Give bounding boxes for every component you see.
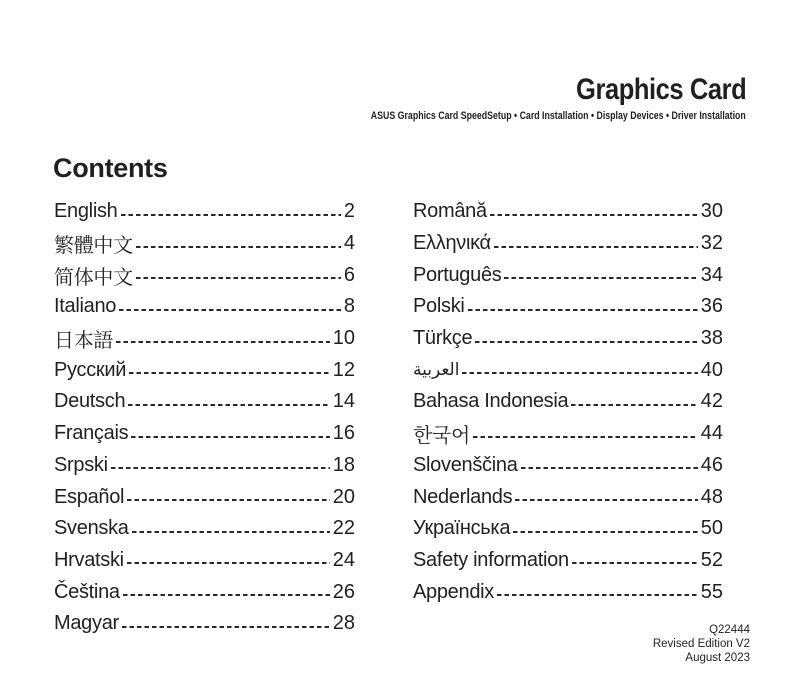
toc-entry-page: 50: [700, 517, 723, 540]
toc-entry-label: Appendix: [413, 580, 494, 603]
toc-leader: [515, 499, 697, 501]
toc-leader: [127, 562, 330, 564]
toc-entry-page: 6: [343, 263, 355, 286]
toc-entry-label: Slovenščina: [413, 453, 518, 476]
toc-entry: [54, 450, 355, 482]
toc-entry-page: 12: [332, 358, 355, 381]
contents-heading: Contents: [53, 153, 168, 183]
toc-entry-page: 10: [332, 327, 355, 350]
toc-entry-label: Nederlands: [413, 485, 513, 508]
toc-entry-page: 4: [343, 232, 355, 255]
toc-leader: [119, 309, 341, 311]
toc-entry-label: 简体中文: [54, 266, 133, 289]
toc-entry-page: 22: [332, 517, 355, 540]
toc-leader: [473, 436, 698, 438]
toc-entry: [54, 513, 355, 545]
toc-entry: [413, 450, 723, 482]
toc-entry: [54, 418, 355, 450]
toc-entry-label: Français: [54, 422, 129, 445]
document-subtitle: ASUS Graphics Card SpeedSetup • Card Installation • Display Devices • Driver Installation: [370, 110, 746, 122]
toc-entry: [54, 608, 355, 640]
part-number: Q22444: [709, 624, 750, 636]
toc-entry-page: 30: [700, 200, 723, 223]
toc-entry: [54, 386, 355, 418]
toc-entry-label: Română: [413, 200, 487, 223]
toc-entry-page: 52: [700, 548, 723, 571]
toc-leader: [494, 246, 698, 248]
toc-entry-page: 48: [700, 485, 723, 508]
toc-leader: [475, 341, 697, 343]
toc-entry: [54, 323, 355, 355]
toc-entry-label: Magyar: [54, 612, 119, 635]
toc-entry: [413, 576, 723, 608]
toc-leader: [122, 626, 330, 628]
page-header: [277, 74, 746, 123]
toc-entry-label: Русский: [54, 358, 127, 381]
toc-entry-page: 38: [700, 327, 723, 350]
toc-entry-label: English: [54, 200, 118, 223]
toc-entry: [413, 259, 723, 291]
toc-entry-label: Safety information: [413, 548, 569, 571]
toc-entry-label: Ελληνικά: [413, 232, 491, 255]
toc-entry-page: 34: [700, 263, 723, 286]
toc-entry-page: 24: [332, 548, 355, 571]
toc-entry: [54, 481, 355, 513]
toc-entry-page: 26: [332, 580, 355, 603]
toc-entry: [54, 545, 355, 577]
toc-entry: [413, 545, 723, 577]
toc-entry-page: 28: [332, 612, 355, 635]
toc-leader: [121, 214, 341, 216]
toc-entry: [54, 354, 355, 386]
toc-entry-page: 32: [700, 232, 723, 255]
toc-entry: [54, 576, 355, 608]
toc-entry-label: 한국어: [413, 425, 471, 448]
toc-entry-label: Srpski: [54, 453, 108, 476]
toc-entry-label: Svenska: [54, 517, 129, 540]
toc-entry-page: 2: [343, 200, 355, 223]
toc-entry-page: 8: [343, 295, 355, 318]
toc-entry-page: 36: [700, 295, 723, 318]
toc-entry: [413, 354, 723, 386]
toc-entry-label: Hrvatski: [54, 548, 124, 571]
toc-leader: [127, 499, 330, 501]
toc-entry: [54, 196, 355, 228]
toc-leader: [132, 531, 330, 533]
toc-leader: [571, 404, 697, 406]
toc-entry: [54, 291, 355, 323]
toc-entry-page: 16: [332, 422, 355, 445]
toc-leader: [136, 277, 341, 279]
toc-entry-page: 55: [700, 580, 723, 603]
toc-entry-label: Українська: [413, 517, 511, 540]
toc-entry-page: 42: [700, 390, 723, 413]
document-title: Graphics Card: [575, 73, 746, 106]
toc-entry-page: 44: [700, 422, 723, 445]
toc-entry: [413, 386, 723, 418]
toc-entry-label: Polski: [413, 295, 465, 318]
toc-leader: [572, 562, 698, 564]
toc-leader: [136, 246, 341, 248]
toc-leader: [490, 214, 698, 216]
edition-label: Revised Edition V2: [652, 638, 750, 650]
toc-leader: [504, 277, 697, 279]
toc-leader: [497, 594, 698, 596]
toc-entry: [413, 418, 723, 450]
toc-leader: [131, 436, 329, 438]
publish-date: August 2023: [685, 652, 750, 664]
toc-leader: [462, 372, 697, 374]
toc-entry: [413, 291, 723, 323]
toc-entry-label: Čeština: [54, 580, 120, 603]
toc-entry: [413, 513, 723, 545]
toc-entry-label: العربية: [413, 360, 460, 380]
toc-entry-page: 20: [332, 485, 355, 508]
toc-column-right: [413, 196, 723, 608]
toc-entry: [54, 259, 355, 291]
toc-entry: [54, 228, 355, 260]
toc-entry: [413, 228, 723, 260]
toc-entry-label: 繁體中文: [54, 235, 133, 258]
toc-leader: [468, 309, 698, 311]
toc-entry-page: 40: [700, 358, 723, 381]
toc-entry-label: Italiano: [54, 295, 117, 318]
toc-entry-page: 14: [332, 390, 355, 413]
toc-entry: [413, 481, 723, 513]
toc-entry-label: Türkçe: [413, 327, 473, 350]
toc-entry-page: 46: [700, 453, 723, 476]
toc-leader: [123, 594, 330, 596]
toc-leader: [128, 404, 329, 406]
toc-entry-label: Bahasa Indonesia: [413, 390, 569, 413]
toc-entry-label: 日本語: [54, 330, 114, 353]
toc-leader: [521, 467, 698, 469]
toc-entry: [413, 196, 723, 228]
page-footer: [653, 623, 750, 665]
toc-leader: [116, 341, 330, 343]
toc-entry: [413, 323, 723, 355]
toc-entry-label: Português: [413, 263, 502, 286]
toc-entry-label: Deutsch: [54, 390, 126, 413]
toc-entry-label: Español: [54, 485, 125, 508]
toc-leader: [129, 372, 330, 374]
toc-leader: [513, 531, 698, 533]
toc-leader: [111, 467, 330, 469]
toc-column-left: [54, 196, 355, 640]
toc-entry-page: 18: [332, 453, 355, 476]
